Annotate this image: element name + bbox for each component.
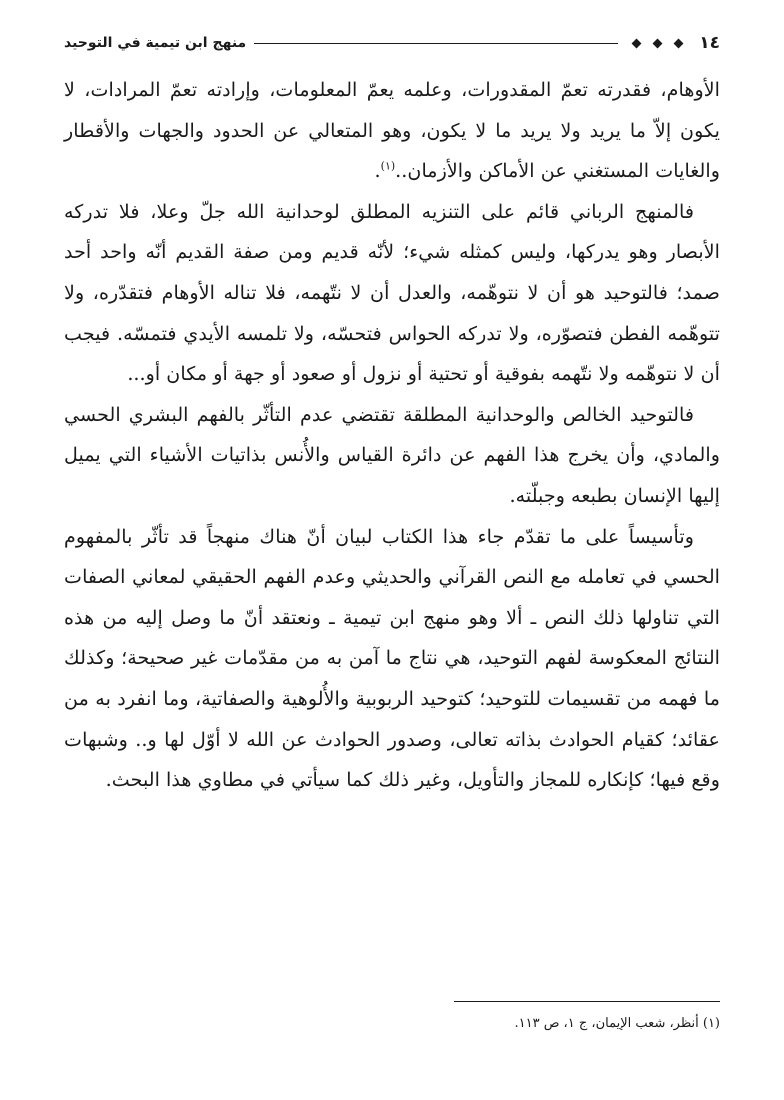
header-rule (254, 43, 618, 44)
paragraph: الأوهام، فقدرته تعمّ المقدورات، وعلمه يعمّ المعلومات، وإرادته تعمّ المرادات، لا يكون إلاّ ما يريد ولا يريد ما لا يكون، وهو المتعالي عن الحدود والجهات والأقطار والغايات المستغني عن الأماكن والأزمان..$^{(١)}$. (64, 78, 720, 183)
paragraph: فالمنهج الرباني قائم على التنزيه المطلق لوحدانية الله جلّ وعلا، فلا تدركه الأبصار وهو يدركها، وليس كمثله شيء؛ لأنّه قديم ومن صفة القديم أنّه واحد أحد صمد؛ فالتوحيد هو أن لا نتوهّمه، والعدل أن لا نتّهمه، فلا تناله الأوهام فتقدّره، ولا تتوهّمه الفطن فتصوّره، ولا تدركه الحواس فتحسّه، ولا تلمسه الأيدي فتمسّه. فيجب أن لا نتوهّمه ولا نتّهمه بفوقية أو تحتية أو نزول أو صعود أو جهة أو مكان أو... (64, 199, 720, 386)
body-text (64, 70, 720, 801)
ornament-icon (626, 40, 689, 47)
running-header (64, 26, 720, 60)
footnote-rule (454, 1001, 720, 1002)
paragraph: وتأسيساً على ما تقدّم جاء هذا الكتاب لبيان أنّ هناك منهجاً قد تأثّر بالمفهوم الحسي في تعامله مع النص القرآني والحديثي وعدم الفهم الحقيقي لمعاني الصفات التي تناولها ذلك النص ـ ألا وهو منهج ابن تيمية ـ ونعتقد أنّ ما وصل إليه من هذه النتائج المعكوسة لفهم التوحيد، هي نتاج ما آمن به من مقدّمات غير صحيحة؛ وكذلك ما فهمه من تقسيمات للتوحيد؛ كتوحيد الربوبية والأُلوهية والصفاتية، وما انفرد به من عقائد؛ كقيام الحوادث بذاته تعالى، وصدور الحوادث عن الله لا أوّل لها و.. وشبهات وقع فيها؛ كإنكاره للمجاز والتأويل، وغير ذلك كما سيأتي في مطاوي هذا البحث. (64, 524, 720, 792)
running-title: منهج ابن تيمية في التوحيد (64, 35, 247, 51)
footnote: (١) أنظر، شعب الإيمان، ج ١، ص ١١٣. (514, 1016, 720, 1031)
footnote-reference: (١) (380, 159, 396, 173)
paragraph: فالتوحيد الخالص والوحدانية المطلقة تقتضي عدم التأثّر بالفهم البشري الحسي والمادي، وأن يخرج هذا الفهم عن دائرة القياس والأُنس بذاتيات الأشياء التي يميل إليها الإنسان بطبعه وجبلّته. (64, 402, 720, 507)
page-number: ١٤ (699, 33, 720, 53)
book-page (64, 26, 720, 1076)
